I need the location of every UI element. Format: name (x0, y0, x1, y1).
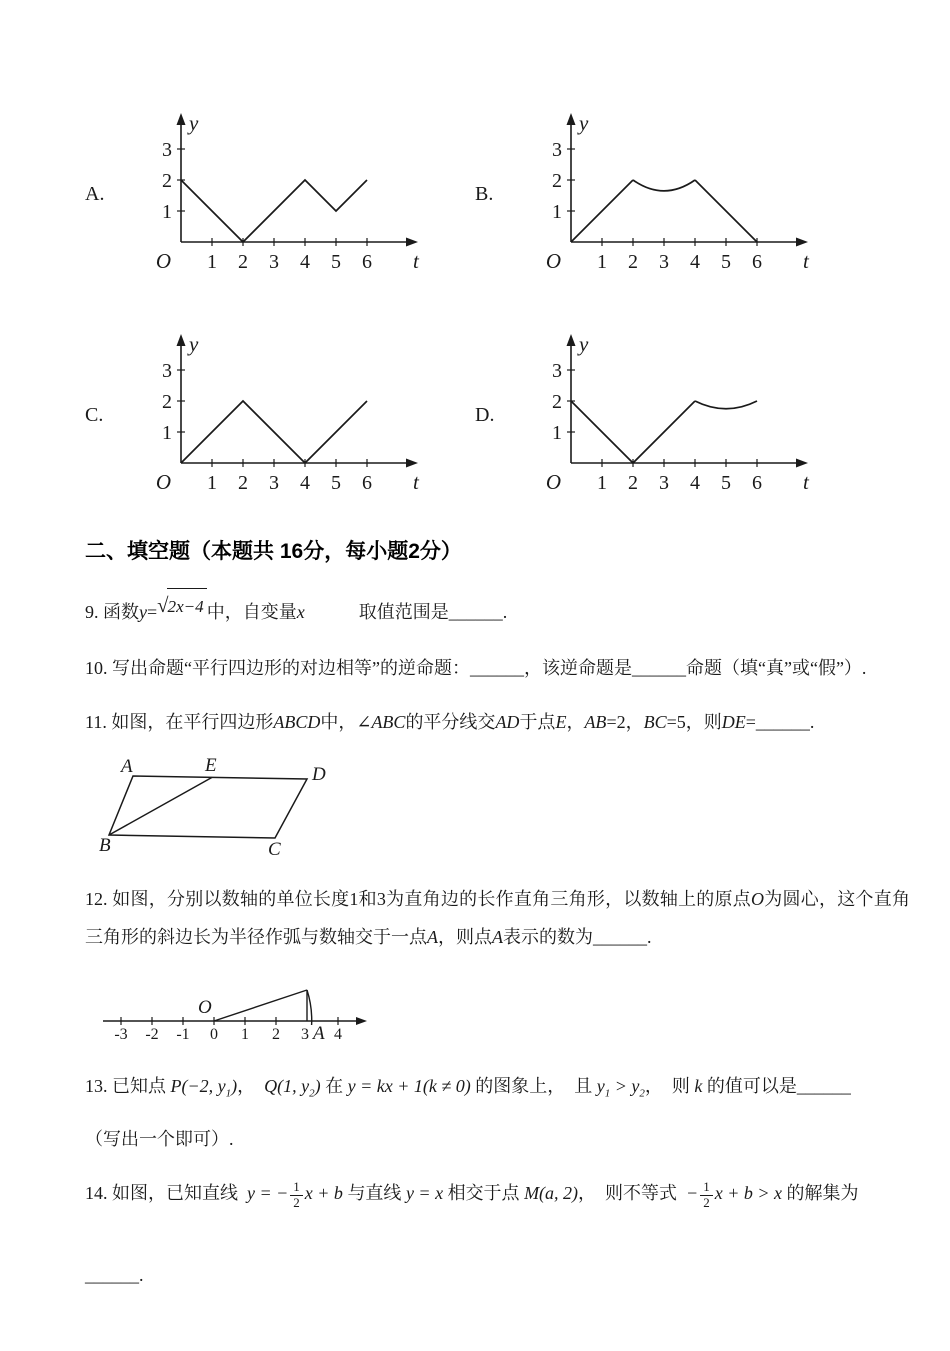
numberline-svg (99, 973, 389, 1047)
option-d (475, 329, 829, 501)
option-a-label: A. (85, 182, 105, 205)
option-c-label: C. (85, 403, 104, 426)
option-d-label: D. (475, 403, 495, 426)
svg-text:1: 1 (207, 251, 217, 273)
chart-c (119, 329, 439, 501)
vertex-label-d: D (312, 764, 326, 786)
question-9: 9. 函数y=√2x−4 中，自变量x 取值范围是______. (85, 591, 910, 634)
option-a (85, 108, 439, 280)
question-11: 11. 如图，在平行四边形ABCD中，∠ABC的平分线交AD于点E，AB=2，BC=5，则DE=______. (85, 712, 815, 733)
svg-text:1: 1 (552, 201, 562, 223)
svg-text:2: 2 (628, 472, 638, 494)
question-10: 10. 写出命题“平行四边形的对边相等”的逆命题：______，该逆命题是______命题（填“真”或“假”）. (85, 658, 867, 679)
svg-text:2: 2 (238, 472, 248, 494)
svg-text:1: 1 (207, 472, 217, 494)
option-c (85, 329, 439, 501)
svg-text:6: 6 (362, 251, 372, 273)
point-label-e: E (205, 758, 217, 777)
svg-text:3: 3 (659, 472, 669, 494)
svg-text:1: 1 (597, 472, 607, 494)
tick-label: 1 (241, 1025, 249, 1043)
question-13: 13. 已知点 P(−2, $y_1$)， Q(1, $y_2$) 在 y = kx + 1(k ≠ 0) 的图象上， 且 $y_1 > y_2$， 则 k 的值可以是______ (85, 1075, 851, 1100)
svg-text:4: 4 (300, 472, 310, 494)
option-b (475, 108, 829, 280)
svg-text:4: 4 (690, 251, 700, 273)
svg-text:3: 3 (162, 360, 172, 382)
question-12: 12. 如图，分别以数轴的单位长度1和3为直角边的长作直角三角形，以数轴上的原点O为圆心，这个直角三角形的斜边长为半径作弧与数轴交于一点A，则点A表示的数为______. (85, 889, 911, 947)
svg-text:2: 2 (552, 391, 562, 413)
angle-bisector-line (109, 777, 212, 835)
parallelogram-figure (99, 758, 910, 865)
svg-text:2: 2 (238, 251, 248, 273)
point-label-a: A (313, 1022, 325, 1044)
chart-b (509, 108, 829, 280)
tick-label: 2 (272, 1025, 280, 1043)
svg-text:t: t (413, 470, 419, 494)
svg-text:O: O (545, 470, 561, 494)
axis-arrow (356, 1017, 367, 1025)
tick-label: 4 (334, 1025, 342, 1043)
question-13-note: （写出一个即可）. (85, 1129, 234, 1150)
svg-text:6: 6 (752, 251, 762, 273)
svg-text:5: 5 (721, 472, 731, 494)
vertex-label-a: A (121, 758, 133, 778)
svg-text:3: 3 (269, 472, 279, 494)
compass-arc (307, 990, 312, 1025)
tick-label: 3 (301, 1025, 309, 1043)
svg-text:y: y (579, 332, 589, 356)
parallelogram-outline (109, 776, 307, 838)
svg-text:2: 2 (628, 251, 638, 273)
svg-text:y: y (189, 332, 199, 356)
svg-text:t: t (413, 249, 419, 273)
svg-text:1: 1 (162, 201, 172, 223)
chart-a (119, 108, 439, 280)
numberline-figure (99, 973, 910, 1052)
option-b-label: B. (475, 182, 494, 205)
svg-text:3: 3 (552, 139, 562, 161)
svg-text:6: 6 (752, 472, 762, 494)
svg-text:3: 3 (162, 139, 172, 161)
svg-text:2: 2 (162, 391, 172, 413)
vertex-label-c: C (268, 839, 281, 861)
triangle-hypotenuse (214, 990, 307, 1021)
svg-text:y: y (579, 111, 589, 135)
tick-label: -2 (145, 1025, 159, 1043)
svg-text:6: 6 (362, 472, 372, 494)
svg-text:t: t (803, 470, 809, 494)
svg-text:1: 1 (552, 422, 562, 444)
tick-label: 0 (210, 1025, 218, 1043)
svg-text:5: 5 (721, 251, 731, 273)
svg-text:1: 1 (162, 422, 172, 444)
svg-text:5: 5 (331, 251, 341, 273)
svg-text:4: 4 (690, 472, 700, 494)
chart-d (509, 329, 829, 501)
parallelogram-svg (99, 758, 349, 860)
svg-text:2: 2 (162, 170, 172, 192)
vertex-label-b: B (99, 835, 111, 857)
svg-text:4: 4 (300, 251, 310, 273)
tick-label: -1 (176, 1025, 190, 1043)
svg-text:3: 3 (659, 251, 669, 273)
tick-label: -3 (114, 1025, 128, 1043)
svg-text:1: 1 (597, 251, 607, 273)
svg-text:t: t (803, 249, 809, 273)
svg-text:O: O (545, 249, 561, 273)
svg-text:3: 3 (552, 360, 562, 382)
question-14-answer-blank: ______. (85, 1265, 144, 1286)
svg-text:O: O (155, 249, 171, 273)
svg-text:2: 2 (552, 170, 562, 192)
svg-text:O: O (155, 470, 171, 494)
svg-text:3: 3 (269, 251, 279, 273)
origin-label-o: O (198, 996, 212, 1018)
question-14: 14. 如图，已知直线 y = − $\frac{1}{2}$ x + b 与直线 y = x 相交于点 M(a, 2)， 则不等式 − $\frac{1}{2}$ x + b > x 的解集为 (85, 1178, 859, 1210)
svg-text:y: y (189, 111, 199, 135)
section-header: 二、填空题（本题共 16分，每小题2分） (85, 540, 462, 563)
svg-text:5: 5 (331, 472, 341, 494)
answer-options-graphs (85, 108, 910, 501)
